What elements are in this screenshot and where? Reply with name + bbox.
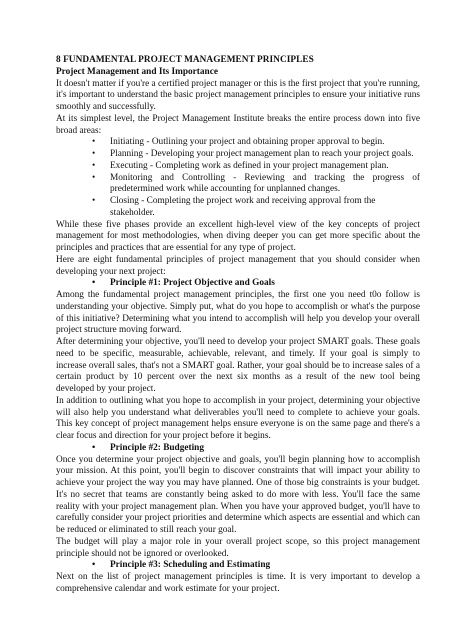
bullet-icon: •	[92, 172, 96, 183]
principle-3-paragraph-1: Next on the list of project management principles is time. It is very important to develop a comprehensive calendar and work estimate for your project.	[56, 572, 420, 594]
document-page	[56, 55, 420, 596]
principle-2-paragraph-1: Once you determine your project objective and goals, you'll begin planning how to accomplish your mission. At this point, you'll begin to discover constraints that will impact your ability to achieve your project the way you may have planned. One of those big constraints is your budget. It's no secret that teams are constantly being asked to do more with less. You'll face the same reality with your project management plan. When you have your approved budget, you'll have to carefully consider your project priorities and determine which aspects are essential and which can be reduced or eliminated to still reach your goal.	[56, 454, 420, 535]
intro-paragraph-3: While these five phases provide an excellent high-level view of the key concepts of project management for most methodologies, when diving deeper you can get more specific about the principles and practices that are essential for any type of project.	[56, 219, 420, 253]
bullet-icon: •	[92, 278, 96, 289]
bullet-icon: •	[92, 442, 96, 453]
principle-1-paragraph-2: After determining your objective, you'll need to develop your project SMART goals. These goals need to be specific, measurable, achievable, relevant, and timely. If your goal is simply to increase overall sales, that's not a SMART goal. Rather, your goal should be to increase sales of a certain product by 10 percent over the next six months as a result of the new tool being developed by your project.	[56, 337, 420, 394]
section-heading: Project Management and Its Importance	[56, 66, 218, 77]
principle-2-heading: • Principle #2: Budgeting	[92, 442, 205, 453]
principle-1-paragraph-3: In addition to outlining what you hope to accomplish in your project, determining your objective will also help you understand what deliverables you'll need to complete to achieve your goals. This key concept of project management helps ensure everyone is on the same page and there's a clear focus and direction for your project before it begins.	[56, 395, 420, 441]
bullet-icon: •	[92, 137, 96, 148]
document-title: 8 FUNDAMENTAL PROJECT MANAGEMENT PRINCIPLES	[56, 55, 314, 65]
phase-item-monitoring: • Monitoring and Controlling - Reviewing and tracking the progress of predetermined work while accounting for unplanned changes.	[92, 172, 420, 195]
phase-item-planning: • Planning - Developing your project management plan to reach your project goals.	[92, 149, 414, 159]
principle-3-heading: • Principle #3: Scheduling and Estimating	[92, 560, 271, 571]
principle-1-heading-list	[56, 278, 420, 290]
principle-2-paragraph-2: The budget will play a major role in your overall project scope, so this project management principle should not be ignored or overlooked.	[56, 536, 420, 559]
phase-item-executing: • Executing - Completing work as defined in your project management plan.	[92, 160, 389, 171]
bullet-icon: •	[92, 196, 96, 206]
intro-paragraph-2: At its simplest level, the Project Management Institute breaks the entire process down into five broad areas:	[56, 113, 420, 136]
bullet-icon: •	[92, 560, 96, 571]
intro-paragraph-4: Here are eight fundamental principles of project management that you should consider when developing your next project:	[56, 254, 420, 277]
principle-1-paragraph-1: Among the fundamental project management principles, the first one you need t0o follow is understanding your objective. Simply put, what do you hope to accomplish or what's the purpose of this initiative? Determining what you intend to accomplish will help you develop your overall project structure moving forward.	[56, 290, 420, 336]
bullet-icon: •	[92, 160, 96, 171]
phase-item-closing: • Closing - Completing the project work and receiving approval from the stakeholder.	[92, 196, 376, 218]
bullet-icon: •	[92, 149, 96, 159]
intro-paragraph-1: It doesn't matter if you're a certified project manager or this is the first project that you're running, it's important to understand the basic project management principles to ensure your initiative runs smoothly and successfully.	[56, 78, 420, 112]
principle-2-heading-list	[56, 443, 420, 455]
phase-item-initiating: • Initiating - Outlining your project and obtaining proper approval to begin.	[92, 137, 385, 148]
principle-1-heading: • Principle #1: Project Objective and Goals	[92, 278, 275, 289]
phase-list	[56, 137, 420, 219]
principle-3-heading-list	[56, 560, 420, 572]
